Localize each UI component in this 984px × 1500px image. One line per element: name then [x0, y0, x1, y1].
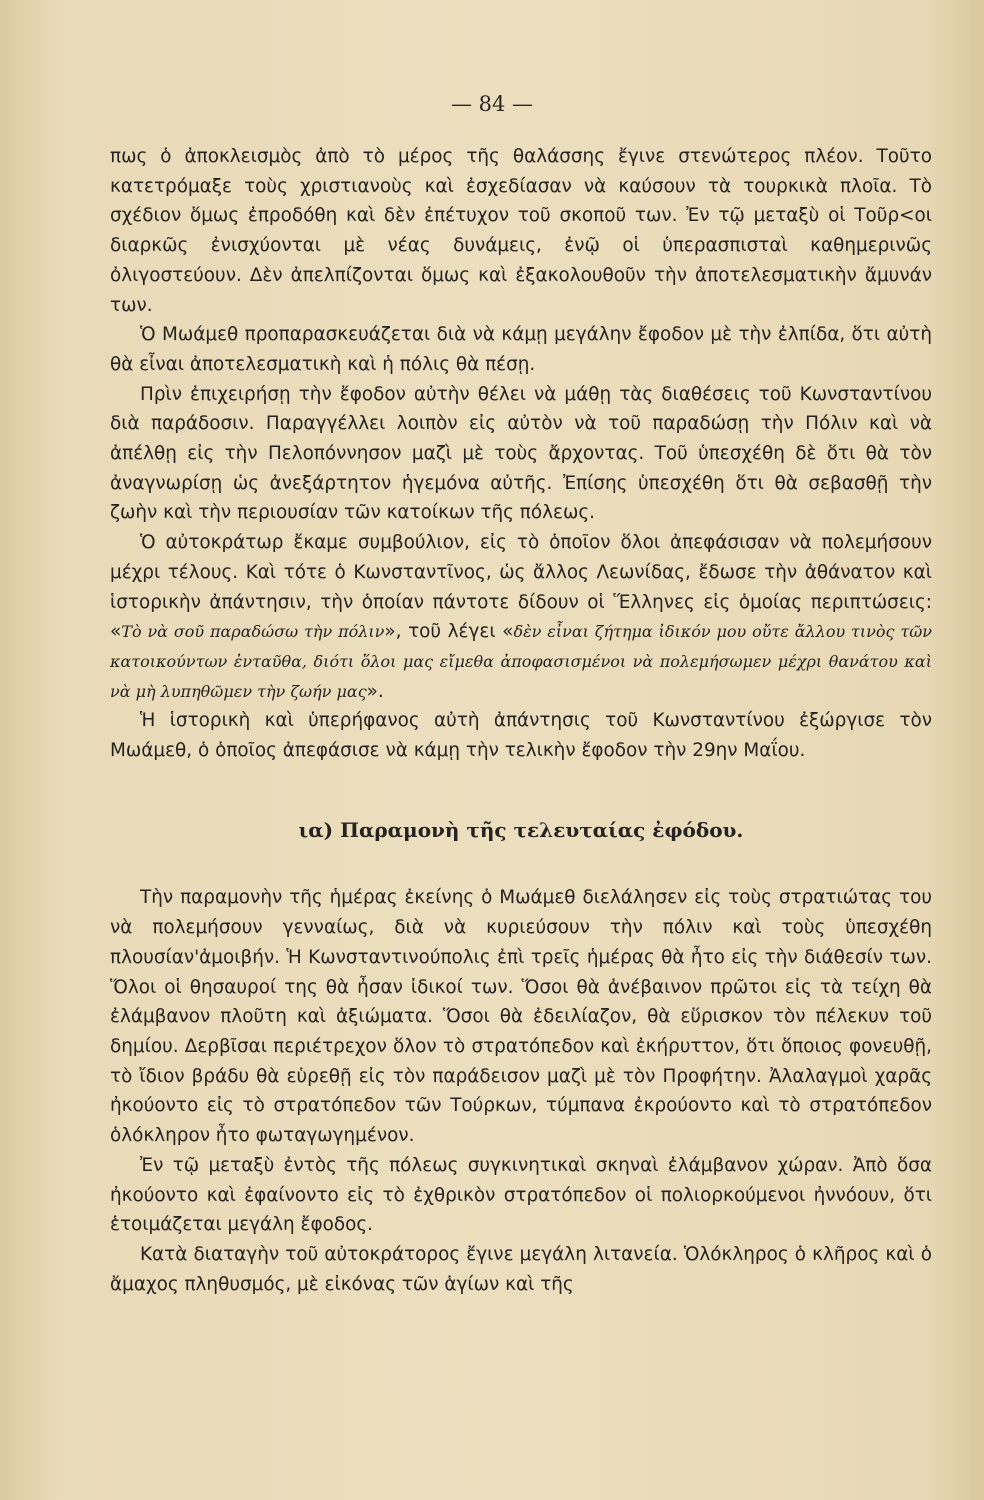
paragraph-text: Ὁ αὐτοκράτωρ ἔκαμε συμβούλιον, εἰς τὸ ὁποῖον ὅλοι ἀπεφάσισαν νὰ πολεμήσουν μέχρι τέλους. Καὶ τότε ὁ Κωνσταντῖνος, ὡς ἄλλος Λεωνίδας, ἔδωσε τὴν ἀθάνατον καὶ ἱστορικὴν ἀπάντησιν, τὴν ὁποίαν πάντοτε δίδουν οἱ Ἕλληνες εἰς ὁμοίας περιπτώσεις: « — [110, 532, 932, 643]
quote-italic: δὲν εἶναι ζήτημα ἰδικόν μου οὔτε ἄλλου τινὸς τῶν κατοικούντων ἐνταῦθα, διότι ὅλοι μας εἴμεθα ἀποφασισμένοι νὰ πολεμήσωμεν μέχρι θανάτου καὶ νὰ μὴ λυπηθῶμεν τὴν ζωήν μας — [110, 622, 932, 701]
paragraph: πως ὁ ἀποκλεισμὸς ἀπὸ τὸ μέρος τῆς θαλάσσης ἔγινε στενώτερος πλέον. Τοῦτο κατετρόμαξε τοὺς χριστιανοὺς καὶ ἐσχεδίασαν νὰ καύσουν τὰ τουρκικὰ πλοῖα. Τὸ σχέδιον ὅμως ἐπροδόθη καὶ δὲν ἐπέτυχον τοῦ σκοποῦ των. Ἐν τῷ μεταξὺ οἱ Τοῦρ<οι διαρκῶς ἐνισχύονται μὲ νέας δυνάμεις, ἐνῷ οἱ ὑπερασπισταὶ καθημερινῶς ὀλιγοστεύουν. Δὲν ἀπελπίζονται ὅμως καὶ ἐξακολουθοῦν τὴν ἀποτελεσματικὴν ἄμυνάν των. — [110, 146, 932, 316]
paragraph: Ὁ Μωάμεθ προπαρασκευάζεται διὰ νὰ κάμῃ μεγάλην ἔφοδον μὲ τὴν ἐλπίδα, ὅτι αὐτὴ θὰ εἶναι ἀποτελεσματικὴ καὶ ἡ πόλις θὰ πέσῃ. — [110, 324, 932, 375]
paragraph-text: », τοῦ λέγει « — [384, 621, 514, 643]
quote-italic: Τὸ νὰ σοῦ παραδώσω τὴν πόλιν — [121, 622, 385, 642]
paragraph-with-quote — [110, 528, 932, 706]
page-number: — 84 — — [450, 92, 534, 116]
body-text — [110, 142, 932, 1299]
paragraph-text: ». — [366, 680, 384, 702]
paragraph: Ἡ ἱστορικὴ καὶ ὑπερήφανος αὐτὴ ἀπάντησις τοῦ Κωνσταντίνου ἐξώργισε τὸν Μωάμεθ, ὁ ὁποῖος ἀπεφάσισε νὰ κάμῃ τὴν τελικὴν ἔφοδον τὴν 29ην Μαΐου. — [110, 710, 932, 762]
paragraph: Πρὶν ἐπιχειρήσῃ τὴν ἔφοδον αὐτὴν θέλει νὰ μάθῃ τὰς διαθέσεις τοῦ Κωνσταντίνου διὰ παράδοσιν. Παραγγέλλει λοιπὸν εἰς αὐτὸν νὰ τοῦ παραδώσῃ τὴν Πόλιν καὶ νὰ ἀπέλθῃ εἰς τὴν Πελοπόννησον μαζὶ μὲ τοὺς ἄρχοντας. Τοῦ ὑπεσχέθη δὲ ὅτι θὰ τὸν ἀναγνωρίσῃ ὡς ἀνεξάρτητον ἡγεμόνα αὐτῆς. Ἐπίσης ὑπεσχέθη ὅτι θὰ σεβασθῇ τὴν ζωὴν καὶ τὴν περιουσίαν τῶν κατοίκων τῆς πόλεως. — [110, 383, 932, 524]
paragraph: Τὴν παραμονὴν τῆς ἡμέρας ἐκείνης ὁ Μωάμεθ διελάλησεν εἰς τοὺς στρατιώτας του νὰ πολεμήσουν γενναίως, διὰ νὰ κυριεύσουν τὴν πόλιν καὶ τοὺς ὑπεσχέθη πλουσίαν'ἀμοιβήν. Ἡ Κωνσταντινούπολις ἐπὶ τρεῖς ἡμέρας θὰ ἦτο εἰς τὴν διάθεσίν των. Ὅλοι οἱ θησαυροί της θὰ ἦσαν ἰδικοί των. Ὅσοι θὰ ἀνέβαινον πρῶτοι εἰς τὰ τείχη θὰ ἐλάμβανον πλοῦτη καὶ ἀξιώματα. Ὅσοι θὰ ἐδειλίαζον, θὰ εὕρισκον τὸν πέλεκυν τοῦ δημίου. Δερβῖσαι περιέτρεχον ὅλον τὸ στρατόπεδον καὶ ἐκήρυττον, ὅτι ὅποιος φονευθῇ, τὸ ἴδιον βράδυ θὰ εὑρεθῇ εἰς τὸν παράδεισον μαζὶ μὲ τὸν Προφήτην. Ἀλαλαγμοὶ χαρᾶς ἠκούοντο εἰς τὸ στρατόπεδον τῶν Τούρκων, τύμπανα ἐκρούοντο καὶ τὸ στρατόπεδον ὁλόκληρον ἦτο φωταγωγημένον. — [110, 887, 932, 1147]
section-heading: ια) Παραμονὴ τῆς τελευταίας ἐφόδου. — [298, 817, 744, 842]
paragraph: Κατὰ διαταγὴν τοῦ αὐτοκράτορος ἔγινε μεγάλη λιτανεία. Ὁλόκληρος ὁ κλῆρος καὶ ὁ ἄμαχος πληθυσμός, μὲ εἰκόνας τῶν ἁγίων καὶ τῆς — [110, 1243, 932, 1295]
paragraph: Ἐν τῷ μεταξὺ ἐντὸς τῆς πόλεως συγκινητικαὶ σκηναὶ ἐλάμβανον χώραν. Ἀπὸ ὅσα ἠκούοντο καὶ ἐφαίνοντο εἰς τὸ ἐχθρικὸν στρατόπεδον οἱ πολιορκούμενοι ἠννόουν, ὅτι ἑτοιμάζεται μεγάλη ἔφοδος. — [110, 1154, 932, 1236]
